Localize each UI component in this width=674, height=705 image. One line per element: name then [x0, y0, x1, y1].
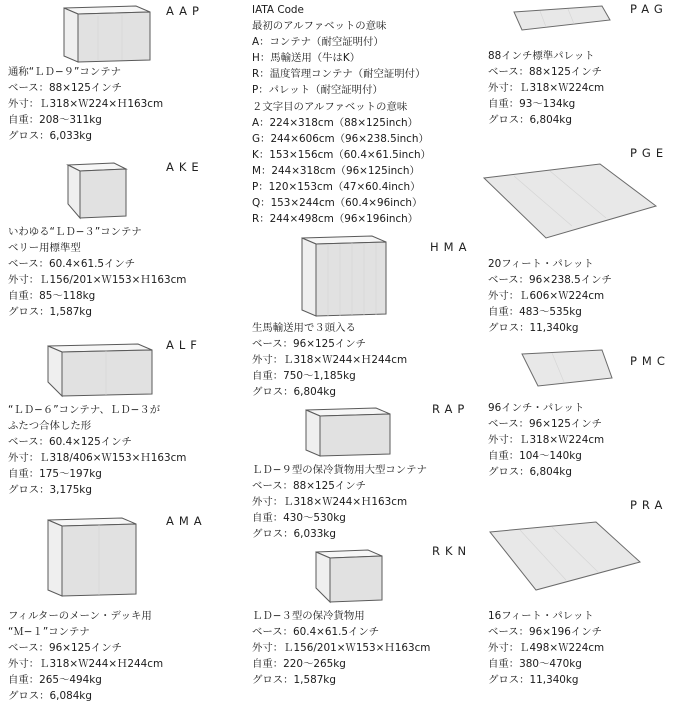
- unit-line: 自重：175〜197kg: [8, 468, 102, 481]
- unit-code-ake: AKE: [166, 160, 204, 174]
- unit-line: 16フィート・パレット: [488, 610, 594, 622]
- unit-line: “Ｍ−１”コンテナ: [8, 626, 90, 639]
- alf-container-image: [44, 340, 156, 400]
- unit-code-aap: AAP: [166, 4, 204, 18]
- pmc-pallet-image: [518, 346, 618, 390]
- rkn-container-image: [312, 546, 386, 606]
- unit-line: 96インチ・パレット: [488, 402, 585, 414]
- unit-line: 外寸：Ｌ156/201×Ｗ153×Ｈ163cm: [252, 642, 431, 655]
- unit-details-pag: [488, 48, 604, 128]
- iata-first-item: R：温度管理コンテナ（耐空証明付）: [252, 68, 426, 81]
- pge-pallet-image: [480, 160, 660, 242]
- unit-code-rkn: RKN: [432, 544, 472, 558]
- unit-code-pra: PRA: [630, 498, 668, 512]
- iata-first-item: A：コンテナ（耐空証明付）: [252, 36, 384, 49]
- hma-stall-image: [298, 232, 390, 320]
- unit-line: ベース：60.4×125インチ: [8, 436, 132, 449]
- unit-line: グロス：6,804kg: [488, 114, 572, 127]
- unit-line: ベース：88×125インチ: [252, 480, 366, 493]
- unit-line: “ＬＤ−６”コンテナ、ＬＤ−３が: [8, 404, 161, 416]
- unit-line: 外寸：Ｌ318×Ｗ224×Ｈ163cm: [8, 98, 164, 111]
- iata-second-title: ２文字目のアルファベットの意味: [252, 100, 408, 113]
- unit-line: 生馬輸送用で３頭入る: [252, 322, 356, 334]
- unit-line: ベース：96×125インチ: [8, 642, 122, 655]
- unit-details-rkn: [252, 608, 430, 688]
- unit-line: 外寸：Ｌ606×Ｗ224cm: [488, 290, 605, 303]
- unit-line: 自重：380〜470kg: [488, 658, 582, 671]
- unit-line: グロス：6,804kg: [252, 386, 336, 399]
- unit-line: ベース：60.4×61.5インチ: [8, 258, 136, 271]
- unit-line: 外寸：Ｌ318×Ｗ244×Ｈ163cm: [252, 496, 408, 509]
- unit-line: 外寸：Ｌ318×Ｗ244×Ｈ244cm: [252, 354, 408, 367]
- unit-details-ama: [8, 608, 163, 705]
- unit-line: 自重：93〜134kg: [488, 98, 576, 111]
- unit-line: 88インチ標準パレット: [488, 50, 595, 62]
- unit-line: ＬＤ−９型の保冷貨物用大型コンテナ: [252, 464, 427, 476]
- unit-line: グロス：1,587kg: [8, 306, 92, 319]
- unit-details-alf: [8, 402, 186, 499]
- aap-container-image: [58, 4, 158, 66]
- unit-line: 通称“ＬＤ−９”コンテナ: [8, 66, 121, 78]
- unit-line: 外寸：Ｌ318×Ｗ224cm: [488, 434, 605, 447]
- unit-details-hma: [252, 320, 407, 400]
- ake-container-image: [64, 160, 134, 222]
- unit-line: ベース：96×238.5インチ: [488, 274, 612, 287]
- pra-pallet-image: [486, 518, 646, 594]
- unit-line: フィルターのメーン・デッキ用: [8, 610, 152, 622]
- unit-line: グロス：6,804kg: [488, 466, 572, 479]
- unit-line: 自重：430〜530kg: [252, 512, 346, 525]
- unit-line: 外寸：Ｌ498×Ｗ224cm: [488, 642, 605, 655]
- unit-line: ベース：88×125インチ: [488, 66, 602, 79]
- unit-line: 自重：483〜535kg: [488, 306, 582, 319]
- unit-line: グロス：11,340kg: [488, 322, 579, 335]
- unit-line: ベース：96×196インチ: [488, 626, 602, 639]
- unit-details-ake: [8, 224, 186, 321]
- unit-line: 外寸：Ｌ318×Ｗ244×Ｈ244cm: [8, 658, 164, 671]
- iata-second-item: M：244×318cm（96×125inch）: [252, 164, 420, 177]
- unit-line: グロス：1,587kg: [252, 674, 336, 687]
- unit-line: ベリー用標準型: [8, 242, 81, 255]
- iata-second-item: A：224×318cm（88×125inch）: [252, 116, 419, 129]
- unit-details-pge: [488, 256, 612, 336]
- rap-container-image: [302, 404, 394, 460]
- unit-line: ベース：96×125インチ: [488, 418, 602, 431]
- unit-code-pmc: PMC: [630, 354, 670, 368]
- iata-second-item: P：120×153cm（47×60.4inch）: [252, 181, 421, 194]
- unit-code-rap: RAP: [432, 402, 470, 416]
- iata-first-title: 最初のアルファベットの意味: [252, 20, 387, 33]
- iata-code-legend: [252, 2, 431, 227]
- iata-first-item: P：パレット（耐空証明付）: [252, 84, 383, 97]
- unit-line: グロス：11,340kg: [488, 674, 579, 687]
- unit-line: ＬＤ−３型の保冷貨物用: [252, 610, 365, 622]
- unit-line: 外寸：Ｌ318/406×Ｗ153×Ｈ163cm: [8, 452, 187, 465]
- ama-container-image: [44, 514, 140, 600]
- unit-line: 自重：220〜265kg: [252, 658, 346, 671]
- unit-details-rap: [252, 462, 427, 542]
- iata-second-item: K：153×156cm（60.4×61.5inch）: [252, 148, 431, 161]
- unit-line: ベース：96×125インチ: [252, 338, 366, 351]
- unit-code-ama: AMA: [166, 514, 207, 528]
- unit-line: 自重：265〜494kg: [8, 674, 102, 687]
- unit-line: ふたつ合体した形: [8, 420, 92, 433]
- unit-line: 自重：750〜1,185kg: [252, 370, 356, 383]
- unit-line: グロス：3,175kg: [8, 484, 92, 497]
- unit-line: ベース：88×125インチ: [8, 82, 122, 95]
- unit-line: グロス：6,084kg: [8, 690, 92, 703]
- unit-details-pmc: [488, 400, 604, 480]
- unit-line: 20フィート・パレット: [488, 258, 594, 270]
- unit-line: 自重：85〜118kg: [8, 290, 96, 303]
- pag-pallet-image: [510, 2, 614, 36]
- unit-code-pge: PGE: [630, 146, 669, 160]
- unit-code-pag: PAG: [630, 2, 668, 16]
- unit-details-aap: [8, 64, 163, 144]
- iata-heading: IATA Code: [252, 4, 304, 16]
- unit-line: 自重：104〜140kg: [488, 450, 582, 463]
- iata-second-item: G：244×606cm（96×238.5inch）: [252, 132, 429, 145]
- unit-line: ベース：60.4×61.5インチ: [252, 626, 380, 639]
- unit-details-pra: [488, 608, 604, 688]
- unit-line: 外寸：Ｌ156/201×Ｗ153×Ｈ163cm: [8, 274, 187, 287]
- unit-code-alf: ALF: [166, 338, 202, 352]
- unit-line: グロス：6,033kg: [8, 130, 92, 143]
- iata-second-item: R：244×498cm（96×196inch）: [252, 213, 419, 226]
- unit-line: グロス：6,033kg: [252, 528, 336, 541]
- iata-first-item: H：馬輸送用（牛はK）: [252, 52, 361, 65]
- unit-line: 外寸：Ｌ318×Ｗ224cm: [488, 82, 605, 95]
- unit-line: 自重：208〜311kg: [8, 114, 102, 127]
- unit-code-hma: HMA: [430, 240, 472, 254]
- unit-line: いわゆる“ＬＤ−３”コンテナ: [8, 226, 142, 238]
- iata-second-item: Q：153×244cm（60.4×96inch）: [252, 197, 423, 210]
